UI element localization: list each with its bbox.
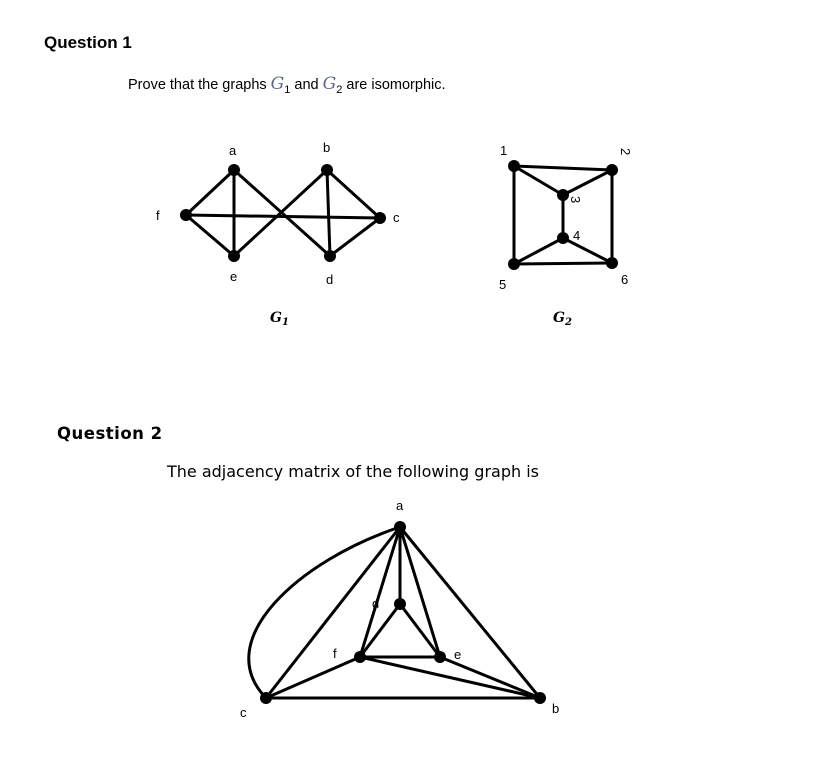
- g1-vertex-a: [228, 164, 240, 176]
- question-1-title: Question 1: [44, 33, 132, 52]
- g1-vertex-b: [321, 164, 333, 176]
- g2-label-2: 2: [618, 148, 633, 156]
- g2-caption: $G_2$: [553, 310, 572, 328]
- g1-symbol: G: [270, 74, 285, 94]
- q2-label-d: d: [372, 596, 380, 611]
- q2-vertex-e: [434, 651, 446, 663]
- g1-edge-f-e: [186, 215, 234, 256]
- g2-label-4: 4: [573, 228, 581, 243]
- q2-label-b: b: [552, 701, 560, 716]
- g2-edge-2-3: [563, 170, 612, 195]
- q2-edge-d-f: [360, 604, 400, 657]
- q2-edge-a-c: [266, 527, 400, 698]
- q2-label-f: f: [333, 646, 337, 661]
- question-2-title: Question 2: [57, 424, 163, 443]
- g1-vertex-f: [180, 209, 192, 221]
- g1-edge-d-c: [330, 218, 380, 256]
- question-1-prompt: Prove that the graphs $G_1$ and $G_2$ are isomorphic.: [128, 74, 446, 96]
- g2-vertex-3: [557, 189, 569, 201]
- g1-label-c: c: [393, 210, 400, 225]
- g2-vertex-5: [508, 258, 520, 270]
- g2-vertex-1: [508, 160, 520, 172]
- q2-vertex-d: [394, 598, 406, 610]
- g1-caption: $G_1$: [270, 310, 289, 328]
- g2-label-1: 1: [500, 143, 508, 158]
- g1-label-e: e: [230, 269, 238, 284]
- q2-edge-c-f: [266, 657, 360, 698]
- q2-vertex-c: [260, 692, 272, 704]
- g1-edge-b-d: [327, 170, 330, 256]
- q2-vertex-f: [354, 651, 366, 663]
- q2-vertex-b: [534, 692, 546, 704]
- graph-g1: [186, 170, 380, 256]
- g2-vertex-6: [606, 257, 618, 269]
- g1-vertex-d: [324, 250, 336, 262]
- g2-vertex-4: [557, 232, 569, 244]
- g1-vertex-e: [228, 250, 240, 262]
- q2-edge-d-e: [400, 604, 440, 657]
- q2-vertex-a: [394, 521, 406, 533]
- q2-edge-a-e: [400, 527, 440, 657]
- g2-label-3: 3: [568, 196, 583, 204]
- g2-edge-1-2: [514, 166, 612, 170]
- g2-edge-6-5: [514, 263, 612, 264]
- g2-edge-1-3: [514, 166, 563, 195]
- g1-label-b: b: [323, 140, 331, 155]
- q2-label-c: c: [240, 705, 247, 720]
- q2-edge-a-f: [360, 527, 400, 657]
- g1-label-f: f: [156, 208, 160, 223]
- g1-label-d: d: [326, 272, 334, 287]
- q2-label-e: e: [454, 647, 462, 662]
- g1-edge-b-c: [327, 170, 380, 218]
- g2-label-6: 6: [621, 272, 629, 287]
- g1-vertex-c: [374, 212, 386, 224]
- g1-edge-f-c: [186, 215, 380, 218]
- g2-vertex-2: [606, 164, 618, 176]
- q2-label-a: a: [396, 498, 404, 513]
- question-2-prompt: The adjacency matrix of the following graph is: [167, 462, 539, 481]
- g2-label-5: 5: [499, 277, 507, 292]
- g2-edge-4-6: [563, 238, 612, 263]
- g2-edge-4-5: [514, 238, 563, 264]
- g2-symbol: G: [322, 74, 337, 94]
- g1-label-a: a: [229, 143, 237, 158]
- g1-edge-a-f: [186, 170, 234, 215]
